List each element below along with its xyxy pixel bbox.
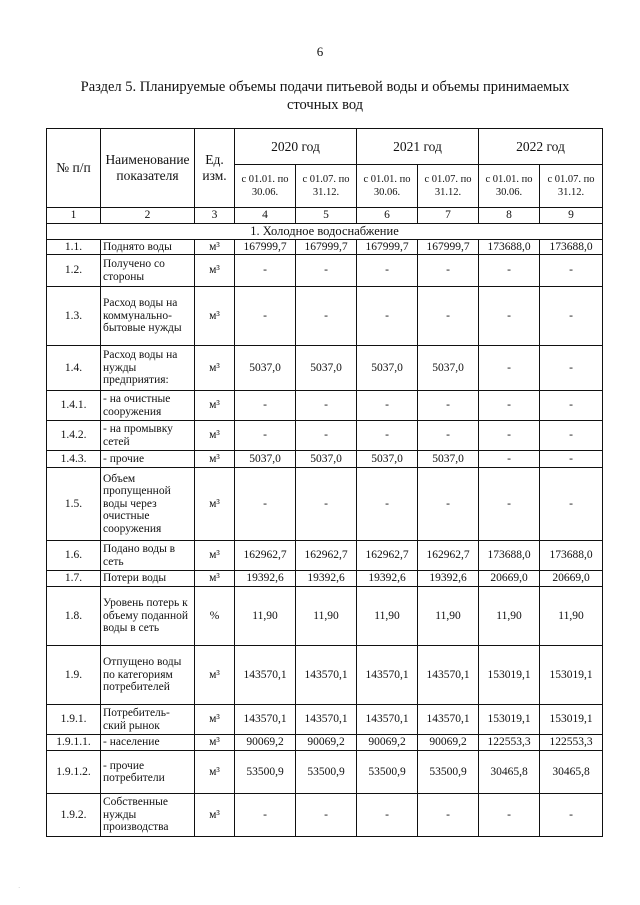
- row-value: 153019,1: [540, 705, 603, 735]
- row-name: Уровень потерь к объему поданной воды в сеть: [101, 587, 195, 646]
- table-row: [47, 705, 603, 735]
- row-name: Потери воды: [101, 571, 195, 587]
- row-value: 11,90: [479, 587, 540, 646]
- col-number: 5: [296, 208, 357, 224]
- row-value: 143570,1: [296, 646, 357, 705]
- row-value: 53500,9: [418, 751, 479, 794]
- table-row: [47, 239, 603, 255]
- row-name: - население: [101, 735, 195, 751]
- col-number: 6: [357, 208, 418, 224]
- row-unit: %: [195, 587, 235, 646]
- row-value: -: [357, 287, 418, 346]
- row-number: 1.9.: [47, 646, 101, 705]
- row-value: 173688,0: [479, 239, 540, 255]
- row-name: Поднято воды: [101, 239, 195, 255]
- table-row: [47, 255, 603, 287]
- row-value: -: [296, 468, 357, 541]
- row-value: 173688,0: [479, 541, 540, 571]
- row-value: -: [479, 421, 540, 451]
- row-number: 1.7.: [47, 571, 101, 587]
- row-number: 1.9.1.2.: [47, 751, 101, 794]
- row-number: 1.4.2.: [47, 421, 101, 451]
- row-value: -: [418, 421, 479, 451]
- row-value: 19392,6: [418, 571, 479, 587]
- row-name: Расход воды на нужды предприятия:: [101, 346, 195, 391]
- row-value: -: [479, 346, 540, 391]
- row-value: -: [357, 255, 418, 287]
- table-row: [47, 391, 603, 421]
- col-number: 9: [540, 208, 603, 224]
- row-value: -: [479, 255, 540, 287]
- period-2022-a: с 01.01. по 30.06.: [479, 165, 540, 208]
- header-year-2022: 2022 год: [479, 129, 603, 165]
- row-number: 1.3.: [47, 287, 101, 346]
- row-value: 5037,0: [235, 346, 296, 391]
- table-row: [47, 468, 603, 541]
- header-num: № п/п: [47, 129, 101, 208]
- row-value: 143570,1: [235, 646, 296, 705]
- col-number: 3: [195, 208, 235, 224]
- row-number: 1.4.1.: [47, 391, 101, 421]
- row-value: 19392,6: [357, 571, 418, 587]
- table-row: [47, 541, 603, 571]
- row-value: 5037,0: [418, 451, 479, 468]
- row-name: Отпущено воды по категориям потребителей: [101, 646, 195, 705]
- row-value: -: [418, 391, 479, 421]
- row-value: 143570,1: [418, 705, 479, 735]
- row-value: -: [540, 468, 603, 541]
- row-value: 90069,2: [357, 735, 418, 751]
- row-unit: м³: [195, 646, 235, 705]
- row-value: -: [418, 794, 479, 837]
- table-row: [47, 751, 603, 794]
- header-year-2020: 2020 год: [235, 129, 357, 165]
- row-value: 143570,1: [357, 705, 418, 735]
- row-value: -: [540, 287, 603, 346]
- row-unit: м³: [195, 794, 235, 837]
- section-title: 1. Холодное водоснабжение: [47, 223, 603, 239]
- row-name: Собственные нужды производства: [101, 794, 195, 837]
- header-name: Наименование показателя: [101, 129, 195, 208]
- row-value: -: [540, 421, 603, 451]
- water-supply-table: [46, 128, 603, 837]
- table-row: [47, 794, 603, 837]
- row-value: -: [296, 421, 357, 451]
- row-value: 143570,1: [296, 705, 357, 735]
- row-value: -: [479, 451, 540, 468]
- table-row: [47, 421, 603, 451]
- row-value: 143570,1: [357, 646, 418, 705]
- row-value: 5037,0: [418, 346, 479, 391]
- row-number: 1.4.: [47, 346, 101, 391]
- row-value: 90069,2: [418, 735, 479, 751]
- row-unit: м³: [195, 541, 235, 571]
- row-value: 122553,3: [540, 735, 603, 751]
- row-value: 30465,8: [540, 751, 603, 794]
- row-name: Получено со стороны: [101, 255, 195, 287]
- row-value: -: [235, 255, 296, 287]
- row-value: -: [479, 468, 540, 541]
- row-unit: м³: [195, 255, 235, 287]
- row-value: 5037,0: [357, 451, 418, 468]
- row-value: 11,90: [418, 587, 479, 646]
- table-row: [47, 587, 603, 646]
- period-2021-b: с 01.07. по 31.12.: [418, 165, 479, 208]
- row-value: -: [357, 421, 418, 451]
- table-row: [47, 451, 603, 468]
- period-2020-a: с 01.01. по 30.06.: [235, 165, 296, 208]
- row-number: 1.8.: [47, 587, 101, 646]
- row-value: -: [235, 391, 296, 421]
- row-name: Объем пропущенной воды через очистные сооружения: [101, 468, 195, 541]
- row-value: 20669,0: [540, 571, 603, 587]
- header-year-2021: 2021 год: [357, 129, 479, 165]
- row-value: 30465,8: [479, 751, 540, 794]
- row-name: Потребитель-ский рынок: [101, 705, 195, 735]
- row-unit: м³: [195, 391, 235, 421]
- row-value: 167999,7: [235, 239, 296, 255]
- table-row: [47, 646, 603, 705]
- col-number: 8: [479, 208, 540, 224]
- row-unit: м³: [195, 468, 235, 541]
- row-value: -: [296, 794, 357, 837]
- row-value: -: [540, 451, 603, 468]
- row-unit: м³: [195, 451, 235, 468]
- period-2020-b: с 01.07. по 31.12.: [296, 165, 357, 208]
- row-number: 1.5.: [47, 468, 101, 541]
- row-value: 5037,0: [357, 346, 418, 391]
- row-name: - прочие: [101, 451, 195, 468]
- row-value: -: [235, 468, 296, 541]
- row-unit: м³: [195, 287, 235, 346]
- row-name: - на очистные сооружения: [101, 391, 195, 421]
- row-value: 11,90: [540, 587, 603, 646]
- row-value: 53500,9: [235, 751, 296, 794]
- row-name: - на промывку сетей: [101, 421, 195, 451]
- row-unit: м³: [195, 735, 235, 751]
- row-value: -: [418, 255, 479, 287]
- row-value: 143570,1: [235, 705, 296, 735]
- row-value: 122553,3: [479, 735, 540, 751]
- table-row: [47, 571, 603, 587]
- row-value: -: [479, 287, 540, 346]
- row-unit: м³: [195, 571, 235, 587]
- header-unit: Ед. изм.: [195, 129, 235, 208]
- section-heading: Раздел 5. Планируемые объемы подачи питьевой воды и объемы принимаемых сточных вод: [80, 79, 570, 113]
- row-value: -: [418, 468, 479, 541]
- row-value: -: [540, 794, 603, 837]
- row-value: -: [357, 391, 418, 421]
- row-value: 162962,7: [296, 541, 357, 571]
- row-value: 53500,9: [296, 751, 357, 794]
- row-value: 153019,1: [479, 705, 540, 735]
- row-unit: м³: [195, 705, 235, 735]
- row-value: -: [296, 255, 357, 287]
- row-number: 1.6.: [47, 541, 101, 571]
- row-unit: м³: [195, 239, 235, 255]
- row-number: 1.9.1.: [47, 705, 101, 735]
- row-value: 162962,7: [357, 541, 418, 571]
- row-value: 167999,7: [296, 239, 357, 255]
- row-unit: м³: [195, 346, 235, 391]
- row-value: -: [540, 391, 603, 421]
- row-unit: м³: [195, 421, 235, 451]
- row-name: Расход воды на коммунально-бытовые нужды: [101, 287, 195, 346]
- row-value: 162962,7: [418, 541, 479, 571]
- row-value: 90069,2: [296, 735, 357, 751]
- col-number: 7: [418, 208, 479, 224]
- scan-mark: ·: [18, 884, 21, 892]
- period-2022-b: с 01.07. по 31.12.: [540, 165, 603, 208]
- row-value: -: [296, 391, 357, 421]
- row-value: -: [357, 794, 418, 837]
- row-value: 20669,0: [479, 571, 540, 587]
- row-value: 53500,9: [357, 751, 418, 794]
- row-name: Подано воды в сеть: [101, 541, 195, 571]
- table-row: [47, 735, 603, 751]
- row-value: 153019,1: [540, 646, 603, 705]
- row-value: 173688,0: [540, 541, 603, 571]
- row-value: 11,90: [357, 587, 418, 646]
- row-value: -: [418, 287, 479, 346]
- row-number: 1.9.1.1.: [47, 735, 101, 751]
- column-numbers-row: [47, 208, 603, 224]
- row-value: 143570,1: [418, 646, 479, 705]
- row-number: 1.9.2.: [47, 794, 101, 837]
- row-value: 167999,7: [357, 239, 418, 255]
- row-value: 5037,0: [296, 346, 357, 391]
- row-number: 1.2.: [47, 255, 101, 287]
- row-value: -: [235, 794, 296, 837]
- row-value: 162962,7: [235, 541, 296, 571]
- period-2021-a: с 01.01. по 30.06.: [357, 165, 418, 208]
- row-value: 90069,2: [235, 735, 296, 751]
- row-value: 153019,1: [479, 646, 540, 705]
- row-value: 173688,0: [540, 239, 603, 255]
- col-number: 4: [235, 208, 296, 224]
- col-number: 1: [47, 208, 101, 224]
- table-row: [47, 287, 603, 346]
- row-unit: м³: [195, 751, 235, 794]
- row-value: 19392,6: [296, 571, 357, 587]
- row-value: 5037,0: [235, 451, 296, 468]
- row-value: 19392,6: [235, 571, 296, 587]
- page-number: 6: [316, 44, 324, 59]
- row-value: 11,90: [235, 587, 296, 646]
- row-name: - прочие потребители: [101, 751, 195, 794]
- row-value: 5037,0: [296, 451, 357, 468]
- row-value: -: [357, 468, 418, 541]
- row-value: -: [296, 287, 357, 346]
- row-value: -: [235, 421, 296, 451]
- row-value: -: [540, 255, 603, 287]
- row-value: -: [235, 287, 296, 346]
- row-value: 11,90: [296, 587, 357, 646]
- row-number: 1.1.: [47, 239, 101, 255]
- col-number: 2: [101, 208, 195, 224]
- row-number: 1.4.3.: [47, 451, 101, 468]
- row-value: -: [540, 346, 603, 391]
- row-value: -: [479, 794, 540, 837]
- row-value: -: [479, 391, 540, 421]
- table-row: [47, 346, 603, 391]
- row-value: 167999,7: [418, 239, 479, 255]
